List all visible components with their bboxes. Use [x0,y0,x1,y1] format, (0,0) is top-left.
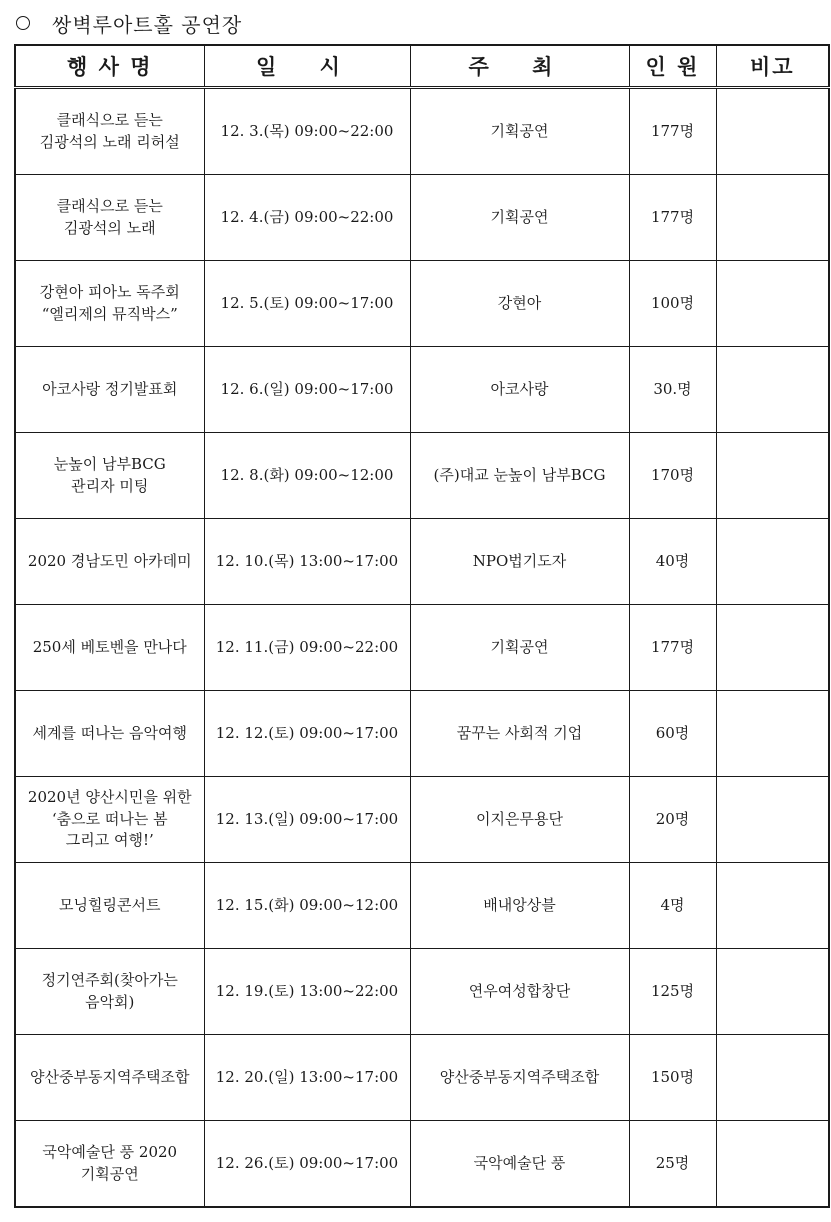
datetime-cell: 12. 26.(토) 09:00~17:00 [204,1121,410,1208]
table-row [15,863,829,949]
event-name-cell: 클래식으로 듣는 김광석의 노래 [15,175,204,261]
event-name-cell: 모닝힐링콘서트 [15,863,204,949]
attendees-cell: 4명 [629,863,716,949]
note-cell [716,433,829,519]
organizer-cell: 이지은무용단 [410,777,629,863]
attendees-cell: 60명 [629,691,716,777]
table-row [15,347,829,433]
table-row [15,261,829,347]
note-cell [716,1035,829,1121]
attendees-cell: 150명 [629,1035,716,1121]
organizer-cell: 양산중부동지역주택조합 [410,1035,629,1121]
organizer-cell: NPO법기도자 [410,519,629,605]
datetime-cell: 12. 20.(일) 13:00~17:00 [204,1035,410,1121]
datetime-cell: 12. 8.(화) 09:00~12:00 [204,433,410,519]
event-name-cell: 클래식으로 듣는 김광석의 노래 리허설 [15,88,204,175]
table-row [15,519,829,605]
note-cell [716,1121,829,1208]
datetime-cell: 12. 19.(토) 13:00~22:00 [204,949,410,1035]
event-name-cell: 아코사랑 정기발표회 [15,347,204,433]
event-name-cell: 2020 경남도민 아카데미 [15,519,204,605]
heading-text: 쌍벽루아트홀 공연장 [52,12,243,37]
table-row [15,1121,829,1208]
organizer-cell: 배내앙상블 [410,863,629,949]
schedule-table [14,44,830,1208]
datetime-cell: 12. 12.(토) 09:00~17:00 [204,691,410,777]
table-row [15,88,829,175]
attendees-cell: 125명 [629,949,716,1035]
page-heading [14,6,242,40]
datetime-cell: 12. 5.(토) 09:00~17:00 [204,261,410,347]
note-cell [716,605,829,691]
datetime-cell: 12. 4.(금) 09:00~22:00 [204,175,410,261]
table-row [15,1035,829,1121]
circle-bullet-icon [16,16,30,30]
note-cell [716,777,829,863]
note-cell [716,261,829,347]
datetime-cell: 12. 3.(목) 09:00~22:00 [204,88,410,175]
event-name-cell: 국악예술단 풍 2020 기획공연 [15,1121,204,1208]
event-name-cell: 강현아 피아노 독주회 “엘리제의 뮤직박스” [15,261,204,347]
table-row [15,433,829,519]
attendees-cell: 30.명 [629,347,716,433]
column-header-organizer: 주 최 [410,45,629,88]
note-cell [716,88,829,175]
event-name-cell: 세계를 떠나는 음악여행 [15,691,204,777]
event-name-cell: 눈높이 남부BCG 관리자 미팅 [15,433,204,519]
table-row [15,605,829,691]
datetime-cell: 12. 10.(목) 13:00~17:00 [204,519,410,605]
column-header-attendees: 인 원 [629,45,716,88]
organizer-cell: 기획공연 [410,605,629,691]
note-cell [716,949,829,1035]
attendees-cell: 20명 [629,777,716,863]
event-name-cell: 양산중부동지역주택조합 [15,1035,204,1121]
attendees-cell: 100명 [629,261,716,347]
column-header-datetime: 일 시 [204,45,410,88]
organizer-cell: 아코사랑 [410,347,629,433]
table-row [15,949,829,1035]
note-cell [716,519,829,605]
datetime-cell: 12. 11.(금) 09:00~22:00 [204,605,410,691]
datetime-cell: 12. 6.(일) 09:00~17:00 [204,347,410,433]
note-cell [716,691,829,777]
organizer-cell: 국악예술단 풍 [410,1121,629,1208]
attendees-cell: 25명 [629,1121,716,1208]
table-row [15,691,829,777]
column-header-note: 비고 [716,45,829,88]
organizer-cell: (주)대교 눈높이 남부BCG [410,433,629,519]
column-header-name: 행 사 명 [15,45,204,88]
event-name-cell: 2020년 양산시민을 위한 ‘춤으로 떠나는 봄 그리고 여행!’ [15,777,204,863]
event-name-cell: 정기연주회(찾아가는 음악회) [15,949,204,1035]
organizer-cell: 강현아 [410,261,629,347]
header-row [15,45,829,88]
table-row [15,175,829,261]
datetime-cell: 12. 15.(화) 09:00~12:00 [204,863,410,949]
note-cell [716,347,829,433]
attendees-cell: 177명 [629,175,716,261]
note-cell [716,175,829,261]
attendees-cell: 177명 [629,605,716,691]
event-name-cell: 250세 베토벤을 만나다 [15,605,204,691]
attendees-cell: 40명 [629,519,716,605]
datetime-cell: 12. 13.(일) 09:00~17:00 [204,777,410,863]
note-cell [716,863,829,949]
organizer-cell: 꿈꾸는 사회적 기업 [410,691,629,777]
organizer-cell: 기획공연 [410,175,629,261]
organizer-cell: 기획공연 [410,88,629,175]
attendees-cell: 170명 [629,433,716,519]
attendees-cell: 177명 [629,88,716,175]
organizer-cell: 연우여성합창단 [410,949,629,1035]
table-row [15,777,829,863]
